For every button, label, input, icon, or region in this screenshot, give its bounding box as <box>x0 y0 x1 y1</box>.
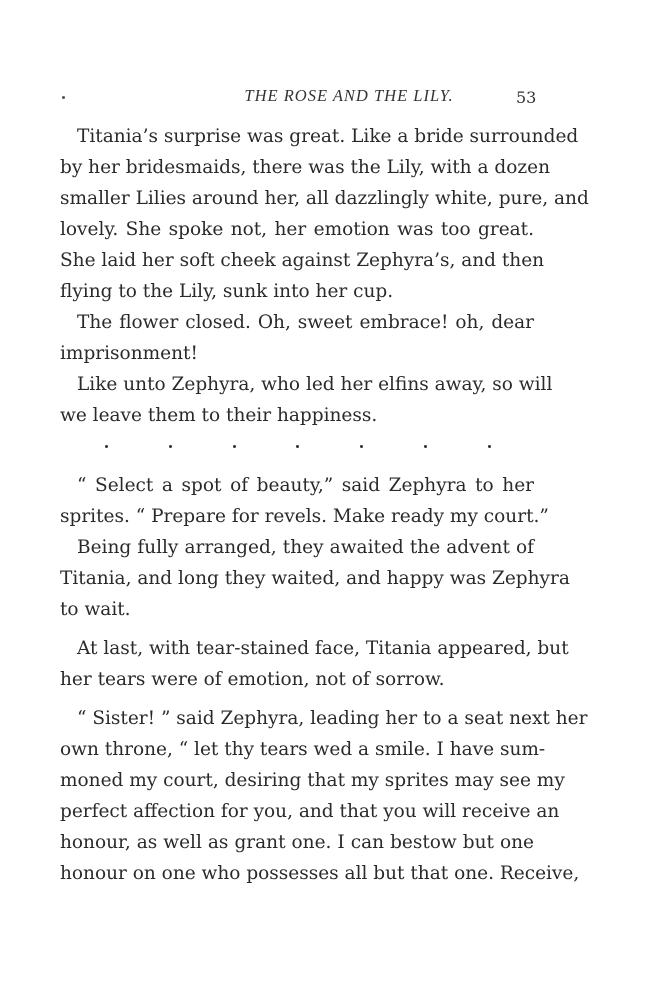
body-text <box>60 121 589 889</box>
ellipsis-dot <box>296 445 299 448</box>
text-line: honour on one who possesses all but that one. Receive, <box>60 863 580 884</box>
paragraph <box>60 633 569 695</box>
text-line: we leave them to their happiness. <box>60 405 378 426</box>
text-line: own throne, “ let thy tears wed a smile. I have sum- <box>60 739 546 760</box>
text-line: Titania’s surprise was great. Like a bride surrounded <box>77 126 579 147</box>
ellipsis-dot <box>105 445 108 448</box>
paragraph <box>60 470 549 532</box>
text-line: “ Sister! ” said Zephyra, leading her to a seat next her <box>77 708 588 729</box>
running-title: THE ROSE AND THE LILY. <box>244 86 454 105</box>
text-line: She laid her soft cheek against Zephyra’s, and then <box>60 250 545 271</box>
ellipsis-dot <box>488 445 491 448</box>
text-line: Being fully arranged, they awaited the advent of <box>77 537 534 558</box>
ellipsis-dot <box>233 445 236 448</box>
paragraph <box>60 121 589 307</box>
text-line: moned my court, desiring that my sprites may see my <box>60 770 565 791</box>
text-line: by her bridesmaids, there was the Lily, with a dozen <box>60 157 550 178</box>
text-line: Like unto Zephyra, who led her elfins away, so will <box>77 374 553 395</box>
paragraph <box>60 369 553 431</box>
text-line: sprites. “ Prepare for revels. Make ready my court.” <box>60 506 549 527</box>
text-line: “ Select a spot of beauty,” said Zephyra to her <box>77 475 534 496</box>
text-line: lovely. She spoke not, her emotion was too great. <box>60 219 534 240</box>
running-head <box>0 86 664 106</box>
text-line: to wait. <box>60 599 131 620</box>
ellipsis-dot <box>424 445 427 448</box>
text-line: her tears were of emotion, not of sorrow. <box>60 669 445 690</box>
text-line: flying to the Lily, sunk into her cup. <box>60 281 394 302</box>
paragraph <box>60 307 534 369</box>
ellipsis-dot <box>169 445 172 448</box>
text-line: The flower closed. Oh, sweet embrace! oh, dear <box>77 312 534 333</box>
text-line: imprisonment! <box>60 343 198 364</box>
text-line: smaller Lilies around her, all dazzlingly white, pure, and <box>60 188 589 209</box>
page-number: 53 <box>516 88 537 107</box>
section-break-dots <box>60 431 534 462</box>
ellipsis-dot <box>360 445 363 448</box>
paragraph <box>60 532 570 625</box>
text-line: perfect affection for you, and that you will receive an <box>60 801 560 822</box>
text-line: At last, with tear-stained face, Titania appeared, but <box>77 638 569 659</box>
text-line: honour, as well as grant one. I can bestow but one <box>60 832 534 853</box>
paragraph <box>60 703 588 889</box>
text-line: Titania, and long they waited, and happy was Zephyra <box>60 568 570 589</box>
